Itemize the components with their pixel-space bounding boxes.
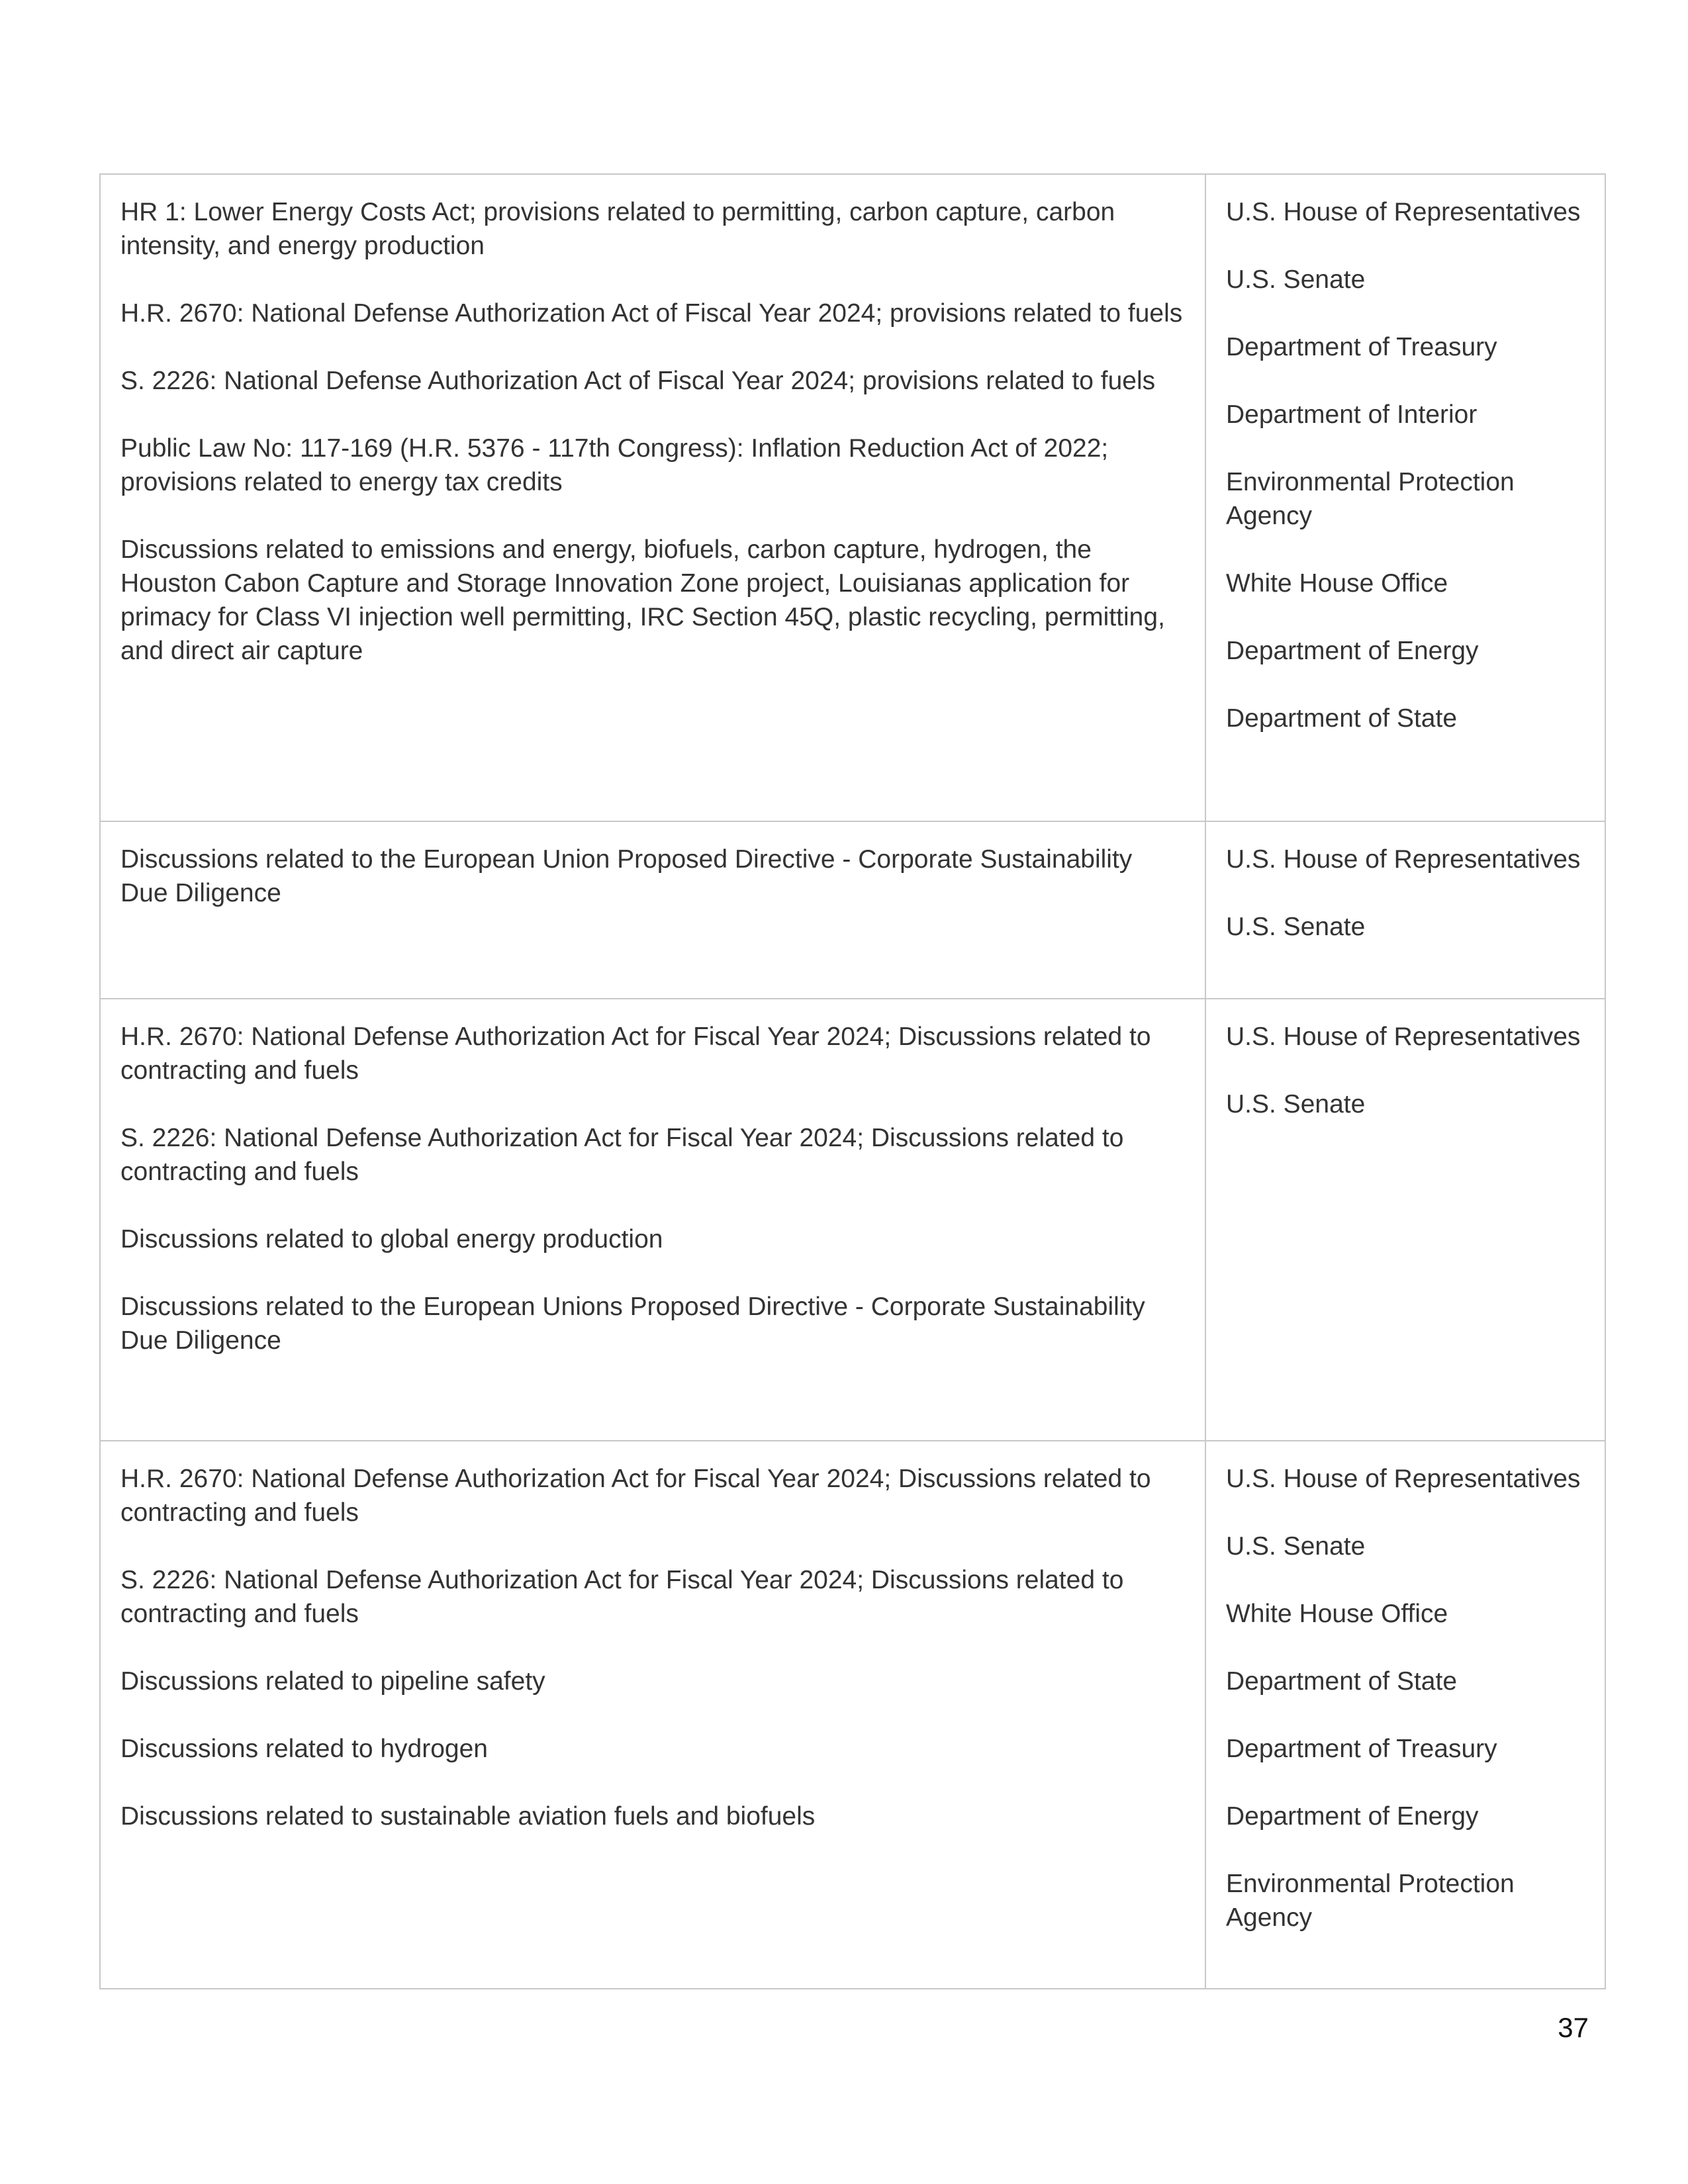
agency-item: Department of Energy [1226,1802,1479,1831]
issue-item: H.R. 2670: National Defense Authorization Act for Fiscal Year 2024; Discussions related to contracting and fuels [120,1465,1151,1527]
issues-cell [100,999,1205,1441]
issue-item: S. 2226: National Defense Authorization Act for Fiscal Year 2024; Discussions related to contracting and fuels [120,1566,1124,1628]
page-number: 37 [1558,2012,1589,2043]
issues-cell [100,1441,1205,1989]
agency-item: Environmental Protection Agency [1226,468,1515,530]
issue-item: H.R. 2670: National Defense Authorization Act of Fiscal Year 2024; provisions related to fuels [120,299,1183,328]
agency-item: White House Office [1226,569,1448,598]
issue-item: Discussions related to pipeline safety [120,1667,545,1696]
table-row [100,999,1605,1441]
agency-item: Department of Treasury [1226,1735,1497,1763]
agency-item: U.S. House of Representatives [1226,198,1581,226]
issue-item: Discussions related to global energy production [120,1225,663,1253]
issue-item: S. 2226: National Defense Authorization Act for Fiscal Year 2024; Discussions related to contracting and fuels [120,1124,1124,1186]
agency-item: U.S. House of Representatives [1226,1465,1581,1493]
issues-cell [100,174,1205,821]
issue-item: Discussions related to the European Union Proposed Directive - Corporate Sustainability Due Diligence [120,845,1133,907]
agencies-cell [1205,174,1605,821]
agency-item: Department of Treasury [1226,333,1497,361]
issue-item: Discussions related to the European Unions Proposed Directive - Corporate Sustainability Due Diligence [120,1293,1145,1355]
issue-item: Public Law No: 117-169 (H.R. 5376 - 117th Congress): Inflation Reduction Act of 2022; provisions related to energy tax credits [120,434,1109,496]
issue-item: Discussions related to hydrogen [120,1735,488,1763]
agency-item: Department of State [1226,704,1458,733]
issue-item: S. 2226: National Defense Authorization Act of Fiscal Year 2024; provisions related to fuels [120,367,1156,395]
agency-item: Environmental Protection Agency [1226,1870,1515,1932]
agency-item: White House Office [1226,1600,1448,1628]
table-row [100,1441,1605,1989]
issue-item: HR 1: Lower Energy Costs Act; provisions related to permitting, carbon capture, carbon intensity, and energy production [120,198,1115,260]
agency-item: U.S. Senate [1226,1090,1366,1118]
table-row [100,174,1605,821]
agency-item: U.S. House of Representatives [1226,1023,1581,1051]
agencies-cell [1205,1441,1605,1989]
agency-item: Department of Energy [1226,637,1479,665]
agency-item: U.S. Senate [1226,1532,1366,1561]
agency-item: Department of State [1226,1667,1458,1696]
agency-item: Department of Interior [1226,400,1477,429]
agencies-cell [1205,821,1605,999]
issue-item: H.R. 2670: National Defense Authorization Act for Fiscal Year 2024; Discussions related to contracting and fuels [120,1023,1151,1085]
issue-item: Discussions related to emissions and energy, biofuels, carbon capture, hydrogen, the Houston Cabon Capture and Storage Innovation Zone project, Louisianas application for primacy for Class VI injection well permitting, IRC Section 45Q, plastic recycling, permitting, and direct air capture [120,535,1165,665]
issues-cell [100,821,1205,999]
agency-item: U.S. Senate [1226,265,1366,294]
agency-item: U.S. Senate [1226,913,1366,941]
agencies-cell [1205,999,1605,1441]
agency-item: U.S. House of Representatives [1226,845,1581,874]
lobbying-issues-table [99,173,1606,1989]
table-row [100,821,1605,999]
issue-item: Discussions related to sustainable aviation fuels and biofuels [120,1802,816,1831]
